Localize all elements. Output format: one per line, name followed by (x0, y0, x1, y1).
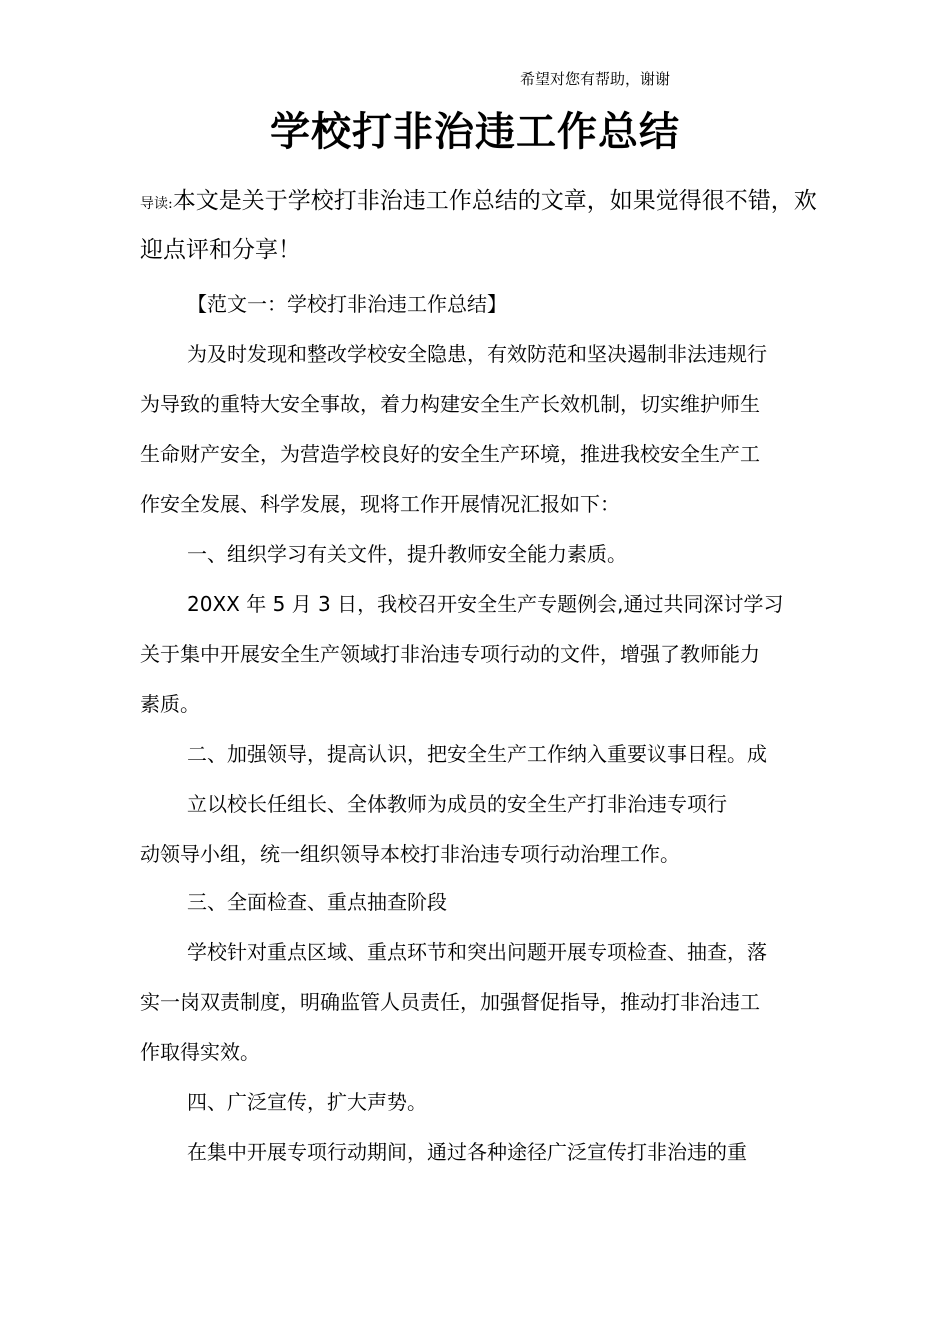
body-line: 素质。 (140, 692, 200, 716)
body-line: 20XX 年 5 月 3 日，我校召开安全生产专题例会,通过共同深讨学习 (187, 592, 784, 616)
body-line: 关于集中开展安全生产领域打非治违专项行动的文件，增强了教师能力 (140, 642, 760, 666)
intro-label: 导读: (140, 196, 173, 212)
body-line: 在集中开展专项行动期间，通过各种途径广泛宣传打非治违的重 (187, 1140, 747, 1164)
body-line: 为导致的重特大安全事故，着力构建安全生产长效机制，切实维护师生 (140, 392, 760, 416)
body-line: 生命财产安全，为营造学校良好的安全生产环境，推进我校安全生产工 (140, 442, 760, 466)
header-note: 希望对您有帮助，谢谢 (520, 70, 671, 88)
section-heading-fanwen: 【范文一：学校打非治违工作总结】 (187, 292, 507, 316)
intro-paragraph (140, 178, 820, 273)
body-line: 实一岗双责制度，明确监管人员责任，加强督促指导，推动打非治违工 (140, 990, 760, 1014)
section-heading-3: 三、全面检查、重点抽查阶段 (187, 890, 447, 914)
document-title: 学校打非治违工作总结 (270, 109, 680, 155)
body-line: 作安全发展、科学发展，现将工作开展情况汇报如下： (140, 492, 620, 516)
body-line: 学校针对重点区域、重点环节和突出问题开展专项检查、抽查，落 (187, 940, 767, 964)
intro-text: 本文是关于学校打非治违工作总结的文章，如果觉得很不错，欢迎点评和分享！ (140, 188, 817, 263)
body-line: 作取得实效。 (140, 1040, 260, 1064)
section-heading-4: 四、广泛宣传，扩大声势。 (187, 1090, 427, 1114)
body-line: 为及时发现和整改学校安全隐患，有效防范和坚决遏制非法违规行 (187, 342, 767, 366)
body-line: 动领导小组，统一组织领导本校打非治违专项行动治理工作。 (140, 842, 680, 866)
section-heading-1: 一、组织学习有关文件，提升教师安全能力素质。 (187, 542, 627, 566)
section-heading-2: 二、加强领导，提高认识，把安全生产工作纳入重要议事日程。成 (187, 742, 767, 766)
body-line: 立以校长任组长、全体教师为成员的安全生产打非治违专项行 (187, 792, 727, 816)
